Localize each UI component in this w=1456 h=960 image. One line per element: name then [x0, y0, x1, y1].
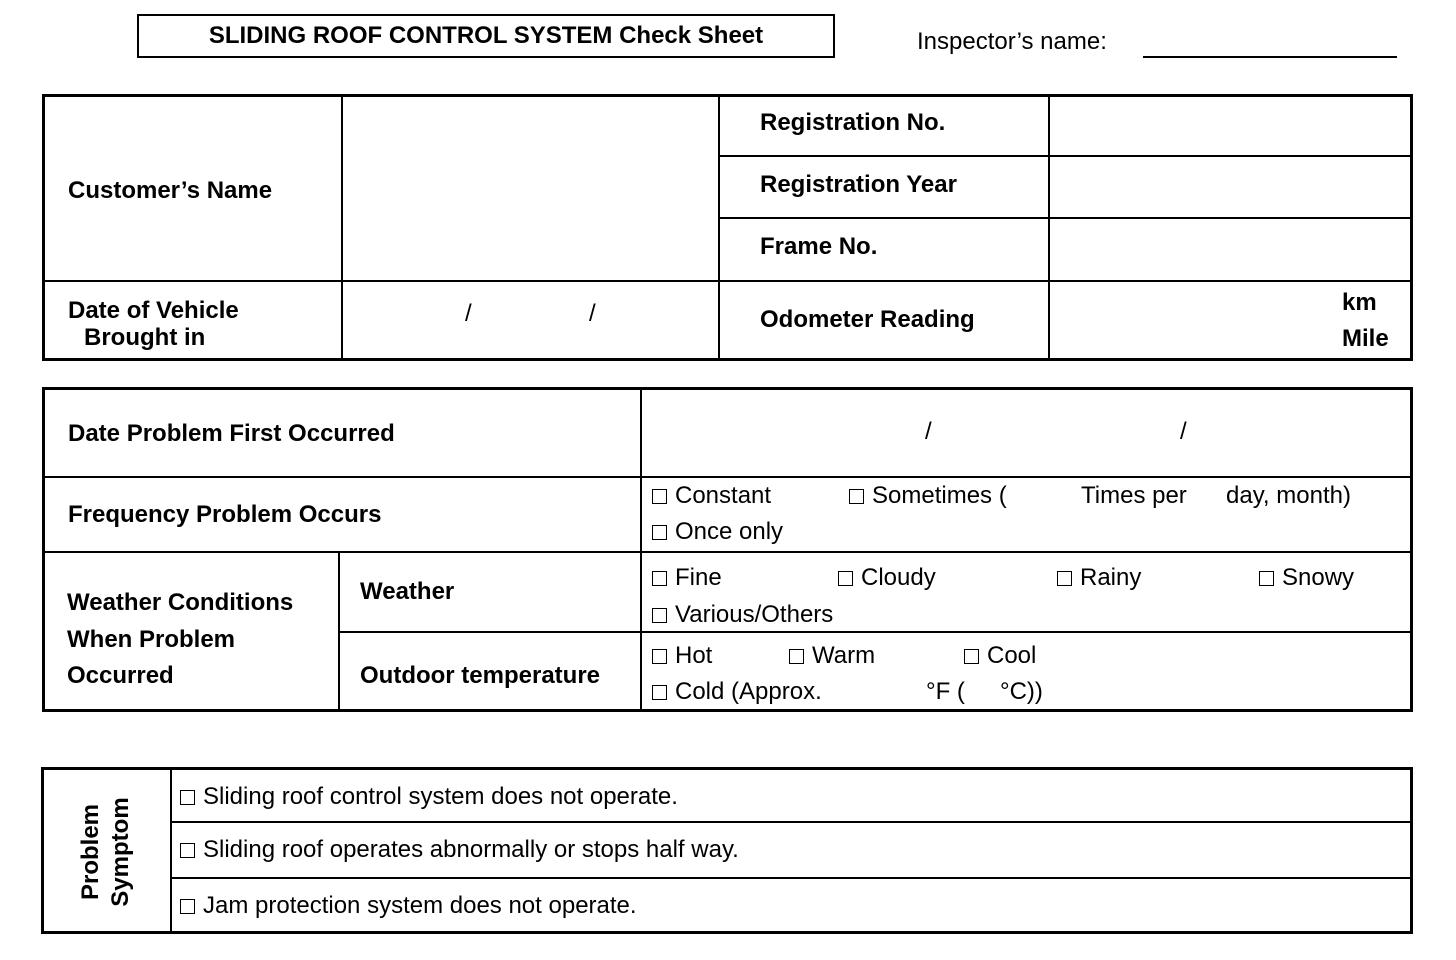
registration-year-label: Registration Year	[760, 171, 957, 198]
checkbox[interactable]	[652, 571, 667, 586]
problem-symptom-label: Problem Symptom	[77, 797, 134, 907]
date-separator: /	[465, 300, 472, 327]
date-first-occurred-field[interactable]	[644, 391, 1411, 474]
symptom-item[interactable]: Sliding roof operates abnormally or stops half way.	[180, 836, 739, 864]
frequency-label: Frequency Problem Occurs	[68, 501, 382, 528]
inspector-name-field[interactable]	[1143, 56, 1397, 58]
checkbox[interactable]	[652, 608, 667, 623]
date-brought-in-label-line2: Brought in	[84, 324, 206, 351]
checkbox[interactable]	[1259, 571, 1274, 586]
registration-year-field[interactable]	[1052, 159, 1409, 215]
option-hot[interactable]: Hot	[652, 642, 712, 670]
checkbox[interactable]	[789, 649, 804, 664]
option-various-others[interactable]: Various/Others	[652, 601, 833, 629]
customer-name-field[interactable]	[345, 98, 716, 278]
degree-c-label: °C))	[1000, 678, 1043, 705]
times-per-label: Times per	[1081, 482, 1187, 509]
outdoor-temperature-label: Outdoor temperature	[360, 662, 601, 689]
weather-conditions-label-line2: When Problem	[67, 626, 236, 653]
checkbox[interactable]	[180, 790, 195, 805]
option-sometimes[interactable]: Sometimes (	[849, 482, 1007, 510]
checkbox[interactable]	[838, 571, 853, 586]
date-brought-in-field[interactable]	[345, 284, 716, 357]
date-brought-in-label-line1: Date of Vehicle	[68, 297, 239, 324]
checkbox[interactable]	[1057, 571, 1072, 586]
option-rainy[interactable]: Rainy	[1057, 564, 1141, 592]
checkbox[interactable]	[652, 489, 667, 504]
option-cool[interactable]: Cool	[964, 642, 1036, 670]
checkbox[interactable]	[180, 899, 195, 914]
odometer-field[interactable]	[1052, 284, 1332, 357]
weather-conditions-label-line1: Weather Conditions	[67, 589, 294, 616]
customer-name-label: Customer’s Name	[68, 177, 273, 204]
option-cold[interactable]: Cold (Approx.	[652, 678, 822, 706]
frame-no-label: Frame No.	[760, 233, 878, 260]
checkbox[interactable]	[964, 649, 979, 664]
inspector-name-label: Inspector’s name:	[917, 28, 1107, 55]
date-separator: /	[925, 418, 932, 445]
weather-conditions-label-line3: Occurred	[67, 662, 174, 689]
checkbox[interactable]	[652, 649, 667, 664]
degree-f-label: °F (	[926, 678, 965, 705]
registration-no-field[interactable]	[1052, 98, 1409, 153]
option-constant[interactable]: Constant	[652, 482, 771, 510]
date-first-occurred-label: Date Problem First Occurred	[68, 420, 395, 447]
sheet-title: SLIDING ROOF CONTROL SYSTEM Check Sheet	[137, 14, 835, 58]
odometer-label: Odometer Reading	[760, 306, 975, 333]
option-warm[interactable]: Warm	[789, 642, 875, 670]
option-once-only[interactable]: Once only	[652, 518, 783, 546]
checkbox[interactable]	[652, 525, 667, 540]
frame-no-field[interactable]	[1052, 221, 1409, 278]
symptom-item[interactable]: Jam protection system does not operate.	[180, 892, 637, 920]
option-cloudy[interactable]: Cloudy	[838, 564, 936, 592]
symptom-item[interactable]: Sliding roof control system does not operate.	[180, 783, 678, 811]
weather-label: Weather	[360, 578, 455, 605]
checkbox[interactable]	[180, 843, 195, 858]
option-snowy[interactable]: Snowy	[1259, 564, 1354, 592]
unit-mile-label: Mile	[1342, 325, 1389, 352]
checkbox[interactable]	[849, 489, 864, 504]
option-fine[interactable]: Fine	[652, 564, 722, 592]
registration-no-label: Registration No.	[760, 109, 946, 136]
checkbox[interactable]	[652, 685, 667, 700]
date-separator: /	[1180, 418, 1187, 445]
day-month-label: day, month)	[1226, 482, 1351, 509]
unit-km-label: km	[1342, 289, 1377, 316]
date-separator: /	[589, 300, 596, 327]
